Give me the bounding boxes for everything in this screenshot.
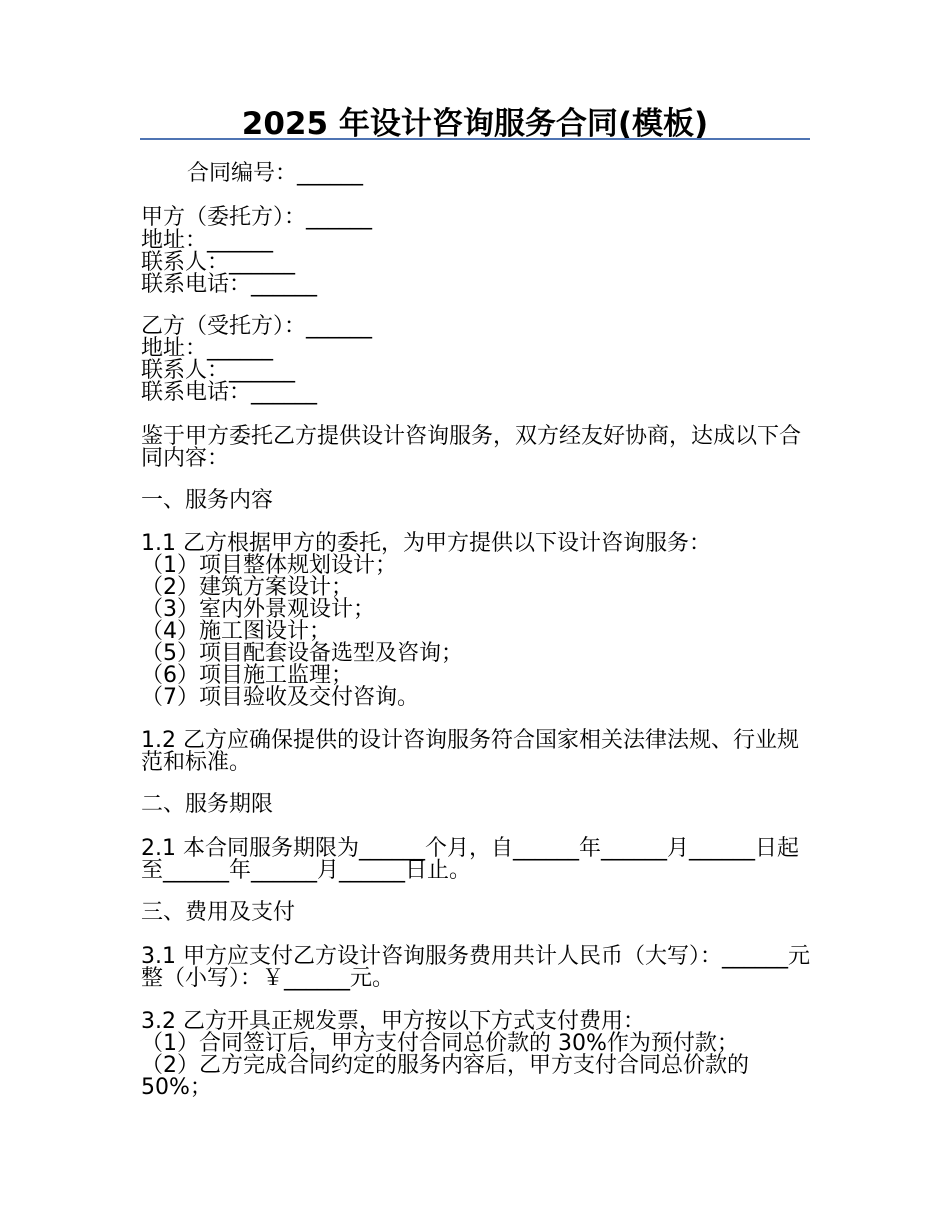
party-a-address: 地址：______ [141,228,274,253]
contract-number: 合同编号：______ [187,161,364,186]
party-a-name: 甲方（委托方）：______ [141,205,373,230]
service-item-7: （7）项目验收及交付咨询。 [141,685,419,710]
service-item-1: （1）项目整体规划设计； [141,553,397,578]
service-item-4: （4）施工图设计； [141,619,331,644]
section-3-heading: 三、费用及支付 [141,900,296,925]
title-underline [140,138,810,140]
clause-1-1: 1.1 乙方根据甲方的委托，为甲方提供以下设计咨询服务： [141,531,711,556]
preamble: 鉴于甲方委托乙方提供设计咨询服务，双方经友好协商，达成以下合同内容： [141,424,802,471]
service-item-5: （5）项目配套设备选型及咨询； [141,641,463,666]
clause-1-2: 1.2 乙方应确保提供的设计咨询服务符合国家相关法律法规、行业规范和标准。 [141,728,799,775]
service-item-2: （2）建筑方案设计； [141,575,353,600]
party-a-phone: 联系电话：______ [141,272,318,297]
payment-item-2: （2）乙方完成合同约定的服务内容后，甲方支付合同总价款的 50%； [141,1053,749,1100]
clause-2-1: 2.1 本合同服务期限为______个月，自______年______月______日起至______年______月______日止。 [141,836,799,883]
party-b-address: 地址：______ [141,336,274,361]
document-title: 2025 年设计咨询服务合同(模板) [241,106,709,142]
party-b-contact: 联系人：______ [141,358,296,383]
party-b-name: 乙方（受托方）：______ [141,314,373,339]
party-a-contact: 联系人：______ [141,250,296,275]
service-item-3: （3）室内外景观设计； [141,597,375,622]
service-item-6: （6）项目施工监理； [141,663,353,688]
section-2-heading: 二、服务期限 [141,792,274,817]
clause-3-1: 3.1 甲方应支付乙方设计咨询服务费用共计人民币（大写）：______元整（小写）：￥______元。 [141,944,810,991]
clause-3-2: 3.2 乙方开具正规发票，甲方按以下方式支付费用： [141,1009,645,1034]
party-b-phone: 联系电话：______ [141,380,318,405]
section-1-heading: 一、服务内容 [141,488,274,513]
payment-item-1: （1）合同签订后，甲方支付合同总价款的 30%作为预付款； [141,1031,739,1056]
